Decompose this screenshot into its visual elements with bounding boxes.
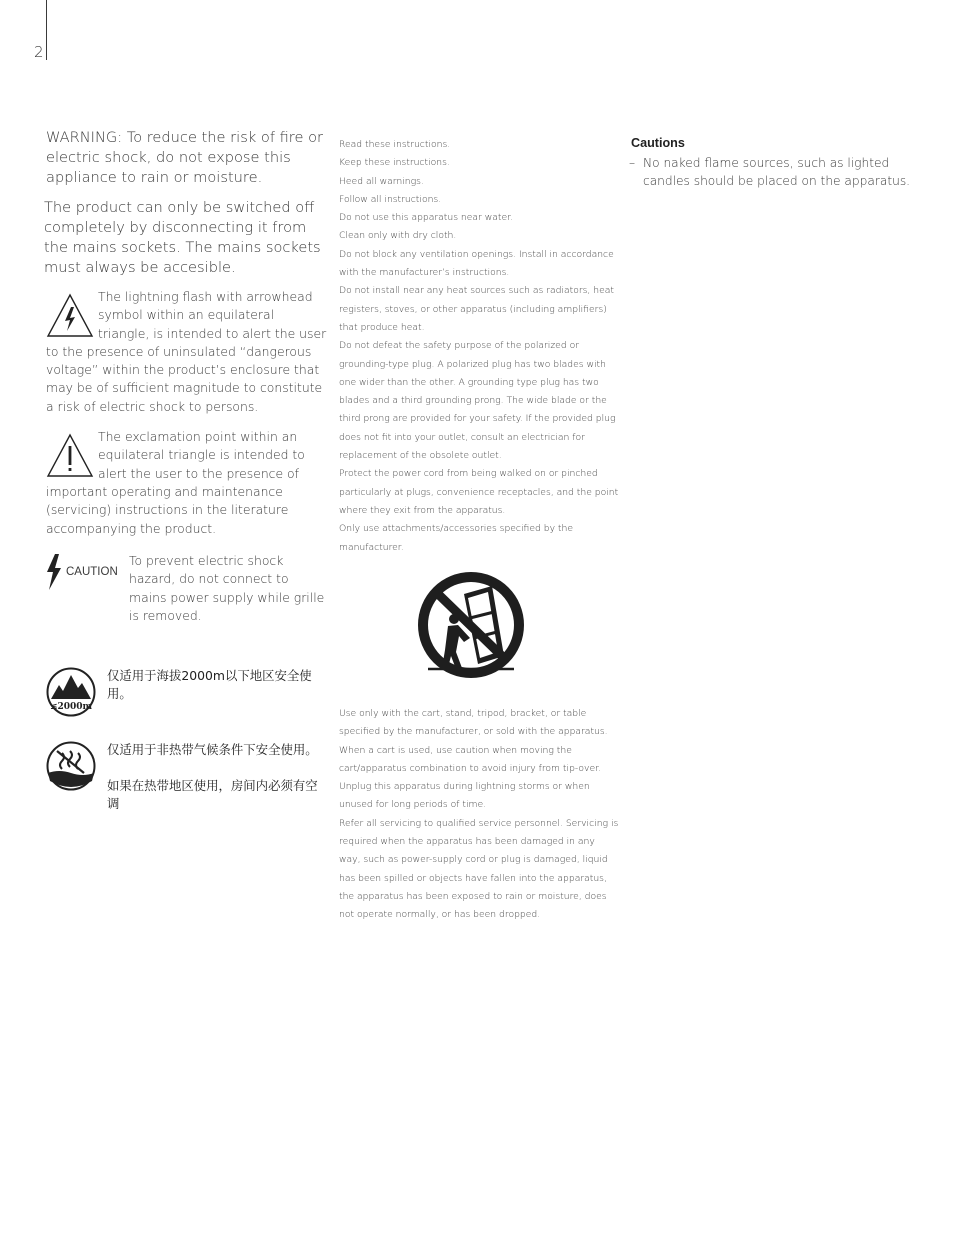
- safety-instructions-bottom: [339, 705, 619, 925]
- instruction-item: Keep these instructions.: [339, 157, 450, 169]
- instruction-item: Do not block any ventilation openings. Install in accordance with the manufacturer’s instructions.: [339, 248, 614, 279]
- lightning-symbol-block: [46, 288, 328, 416]
- column-left: [44, 128, 328, 624]
- page-rule: [46, 0, 47, 60]
- altitude-notice: [46, 667, 327, 717]
- cart-tip-over-icon: [418, 572, 524, 678]
- instruction-item: Clean only with dry cloth.: [339, 230, 457, 242]
- altitude-text: 仅适用于海拔2000m以下地区安全使用。: [107, 668, 312, 701]
- instruction-item: Do not use this apparatus near water.: [339, 212, 513, 224]
- tropic-text: [107, 741, 327, 813]
- instruction-item: Do not install near any heat sources such as radiators, heat registers, stoves, or other apparatus (including amplifiers) that produce heat.: [339, 285, 614, 333]
- caution-label: CAUTION: [66, 565, 118, 578]
- altitude-mountain-icon: [46, 667, 96, 717]
- lightning-symbol-text: The lightning flash with arrowhead symbol within an equilateral triangle, is intended to alert the user to the presence of uninsulated “dangerous voltage” within the product’s enclosure that may be of sufficient magnitude to constitute a risk of electric shock to persons.: [46, 289, 327, 414]
- instruction-item: Heed all warnings.: [339, 175, 424, 187]
- tropic-line1: 仅适用于非热带气候条件下安全使用。: [107, 742, 318, 757]
- cautions-item-text: No naked flame sources, such as lighted candles should be placed on the apparatus.: [643, 156, 911, 188]
- cautions-column: [626, 136, 916, 190]
- cautions-heading: Cautions: [631, 136, 685, 150]
- tropic-notice: [46, 741, 327, 813]
- instruction-item: Refer all servicing to qualified service personnel. Servicing is required when the apparatus has been damaged in any way, such as power-supply cord or plug is damaged, liquid has been spilled or objects have fallen into the apparatus, the apparatus has been exposed to rain or moisture, does not operate normally, or has been dropped.: [339, 817, 619, 921]
- instruction-item: Unplug this apparatus during lightning storms or when unused for long periods of time.: [339, 781, 590, 811]
- tropical-climate-icon: [46, 741, 96, 791]
- exclamation-triangle-icon: [46, 432, 94, 480]
- exclamation-symbol-block: [46, 428, 328, 538]
- instruction-item: Follow all instructions.: [339, 193, 442, 205]
- caution-mark: [46, 554, 118, 590]
- warning-paragraph: WARNING: To reduce the risk of fire or electric shock, do not expose this appliance to rain or moisture.: [46, 129, 324, 186]
- caution-block: [46, 552, 328, 624]
- instruction-item: Only use attachments/accessories specified by the manufacturer.: [339, 523, 573, 553]
- safety-instructions-top: [339, 136, 619, 557]
- exclamation-symbol-text: The exclamation point within an equilateral triangle is intended to alert the user to the presence of important operating and maintenance (servicing) instructions in the literature accompanying the product.: [46, 429, 305, 536]
- list-dash: –: [629, 156, 636, 170]
- instruction-item: Do not defeat the safety purpose of the polarized or grounding-type plug. A polarized plug has two blades with one wider than the other. A grounding type plug has two blades and a third grounding prong. The wide blade or the third prong are provided for your safety. If the provided plug does not fit into your outlet, consult an electrician for replacement of the obsolete outlet.: [339, 340, 616, 462]
- lightning-bolt-icon: [46, 554, 62, 590]
- disconnect-paragraph: The product can only be switched off completely by disconnecting it from the mains sockets. The mains sockets must always be accesible.: [44, 199, 321, 276]
- caution-text: To prevent electric shock hazard, do not connect to mains power supply while grille is removed.: [129, 552, 325, 624]
- lightning-triangle-icon: [46, 292, 94, 340]
- tropic-line2: 如果在热带地区使用，房间内必须有空调: [107, 778, 318, 811]
- altitude-badge-label: ≤2000m: [49, 702, 93, 712]
- page-number: 2: [34, 43, 44, 61]
- instruction-item: Use only with the cart, stand, tripod, bracket, or table specified by the manufacturer, or sold with the apparatus. When a cart is used, use caution when moving the cart/apparatus combination to avoid injury from tip-over.: [339, 708, 608, 774]
- cautions-list-item: [626, 154, 916, 190]
- instruction-item: Read these instructions.: [339, 139, 451, 150]
- instruction-item: Protect the power cord from being walked on or pinched particularly at plugs, convenience receptacles, and the point where they exit from the apparatus.: [339, 468, 619, 516]
